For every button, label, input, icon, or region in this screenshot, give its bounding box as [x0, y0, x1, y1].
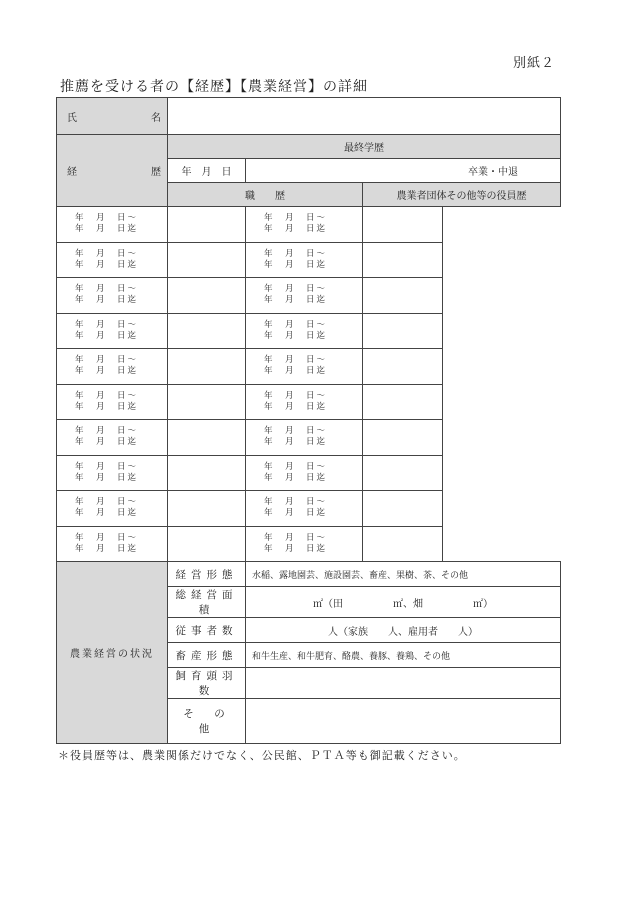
- period-to: 年 月 日迄: [75, 508, 139, 519]
- org-period[interactable]: [246, 384, 363, 420]
- history-row: [57, 278, 561, 314]
- job-period[interactable]: [57, 349, 168, 385]
- name-row: [57, 98, 561, 135]
- management-field-value[interactable]: [246, 699, 561, 744]
- job-period[interactable]: [57, 207, 168, 243]
- period-from: 年 月 日～: [264, 426, 328, 437]
- job-detail-cell[interactable]: [168, 278, 246, 314]
- period-to: 年 月 日迄: [75, 437, 139, 448]
- org-period[interactable]: [246, 242, 363, 278]
- job-period[interactable]: [57, 420, 168, 456]
- history-row: [57, 526, 561, 562]
- history-row: [57, 384, 561, 420]
- job-detail-cell[interactable]: [168, 491, 246, 527]
- job-detail-cell[interactable]: [168, 313, 246, 349]
- period-from: 年 月 日～: [264, 461, 328, 472]
- period-from: 年 月 日～: [75, 213, 139, 224]
- period-to: 年 月 日迄: [264, 508, 328, 519]
- period-from: 年 月 日～: [75, 497, 139, 508]
- period-to: 年 月 日迄: [264, 437, 328, 448]
- career-label-left: 経: [67, 167, 77, 178]
- org-period[interactable]: [246, 526, 363, 562]
- annex-label: 別紙２: [512, 56, 555, 71]
- org-detail-cell[interactable]: [363, 278, 443, 314]
- recommendation-detail-form: [56, 97, 561, 744]
- job-detail-cell[interactable]: [168, 526, 246, 562]
- period-from: 年 月 日～: [264, 532, 328, 543]
- job-period[interactable]: [57, 491, 168, 527]
- management-field-label: 畜産形態: [168, 643, 246, 668]
- org-period[interactable]: [246, 278, 363, 314]
- org-detail-cell[interactable]: [363, 313, 443, 349]
- management-field-label: 従事者数: [168, 618, 246, 643]
- period-from: 年 月 日～: [264, 390, 328, 401]
- education-header: 最終学歴: [168, 135, 561, 159]
- period-from: 年 月 日～: [264, 355, 328, 366]
- period-from: 年 月 日～: [75, 426, 139, 437]
- management-field-label: 経営形態: [168, 562, 246, 587]
- period-to: 年 月 日迄: [264, 366, 328, 377]
- job-detail-cell[interactable]: [168, 207, 246, 243]
- period-to: 年 月 日迄: [264, 224, 328, 235]
- period-to: 年 月 日迄: [75, 259, 139, 270]
- page-title: 推薦を受ける者の【経歴】【農業経営】の詳細: [60, 79, 368, 95]
- management-field-value[interactable]: 水稲、露地園芸、施設園芸、畜産、果樹、茶、その他: [246, 562, 561, 587]
- org-detail-cell[interactable]: [363, 384, 443, 420]
- period-to: 年 月 日迄: [75, 366, 139, 377]
- management-field-value[interactable]: [246, 668, 561, 699]
- name-input-cell[interactable]: [168, 98, 561, 135]
- history-row: [57, 242, 561, 278]
- period-from: 年 月 日～: [75, 284, 139, 295]
- history-row: [57, 207, 561, 243]
- job-history-header: 職 歴: [168, 183, 363, 207]
- job-detail-cell[interactable]: [168, 242, 246, 278]
- org-history-header: 農業者団体その他等の役員歴: [363, 183, 561, 207]
- period-to: 年 月 日迄: [75, 295, 139, 306]
- org-detail-cell[interactable]: [363, 455, 443, 491]
- education-status[interactable]: 卒業・中退: [246, 159, 561, 183]
- period-to: 年 月 日迄: [75, 224, 139, 235]
- period-from: 年 月 日～: [75, 532, 139, 543]
- management-field-value[interactable]: 和牛生産、和牛肥育、酪農、養豚、養鶏、その他: [246, 643, 561, 668]
- org-period[interactable]: [246, 420, 363, 456]
- org-detail-cell[interactable]: [363, 526, 443, 562]
- education-date[interactable]: 年 月 日: [168, 159, 246, 183]
- period-from: 年 月 日～: [264, 319, 328, 330]
- management-field-label: そ の 他: [168, 699, 246, 744]
- period-from: 年 月 日～: [264, 284, 328, 295]
- period-from: 年 月 日～: [75, 248, 139, 259]
- period-from: 年 月 日～: [264, 497, 328, 508]
- management-section-label: 農業経営の状況: [57, 562, 168, 744]
- period-from: 年 月 日～: [75, 390, 139, 401]
- period-to: 年 月 日迄: [75, 401, 139, 412]
- period-to: 年 月 日迄: [75, 472, 139, 483]
- footnote: ＊役員歴等は、農業関係だけでなく、公民館、ＰＴＡ等も御記載ください。: [58, 749, 466, 762]
- org-detail-cell[interactable]: [363, 349, 443, 385]
- org-detail-cell[interactable]: [363, 420, 443, 456]
- job-period[interactable]: [57, 313, 168, 349]
- period-to: 年 月 日迄: [264, 295, 328, 306]
- job-detail-cell[interactable]: [168, 349, 246, 385]
- name-label-cell: [57, 98, 168, 135]
- job-period[interactable]: [57, 278, 168, 314]
- period-from: 年 月 日～: [264, 248, 328, 259]
- history-row: [57, 313, 561, 349]
- career-label-cell: [57, 135, 168, 207]
- job-period[interactable]: [57, 526, 168, 562]
- org-period[interactable]: [246, 313, 363, 349]
- education-header-row: [57, 135, 561, 159]
- period-from: 年 月 日～: [264, 213, 328, 224]
- job-period[interactable]: [57, 455, 168, 491]
- job-detail-cell[interactable]: [168, 384, 246, 420]
- org-detail-cell[interactable]: [363, 242, 443, 278]
- period-from: 年 月 日～: [75, 319, 139, 330]
- job-period[interactable]: [57, 242, 168, 278]
- management-field-label: 飼育頭羽数: [168, 668, 246, 699]
- org-period[interactable]: [246, 207, 363, 243]
- management-row: [57, 562, 561, 587]
- period-from: 年 月 日～: [75, 461, 139, 472]
- name-label-left: 氏: [67, 112, 77, 124]
- period-to: 年 月 日迄: [264, 401, 328, 412]
- org-period[interactable]: [246, 349, 363, 385]
- management-field-label: 総経営面積: [168, 587, 246, 618]
- history-row: [57, 455, 561, 491]
- management-field-value[interactable]: ㎡（田 ㎡、畑 ㎡）: [246, 587, 561, 618]
- history-rows: [57, 207, 561, 562]
- job-period[interactable]: [57, 384, 168, 420]
- history-row: [57, 420, 561, 456]
- management-rows: [57, 562, 561, 744]
- period-to: 年 月 日迄: [75, 330, 139, 341]
- period-to: 年 月 日迄: [264, 543, 328, 554]
- history-row: [57, 491, 561, 527]
- job-detail-cell[interactable]: [168, 455, 246, 491]
- org-period[interactable]: [246, 491, 363, 527]
- period-to: 年 月 日迄: [75, 543, 139, 554]
- management-field-value[interactable]: 人（家族 人、雇用者 人）: [246, 618, 561, 643]
- career-label-right: 歴: [151, 167, 161, 178]
- period-from: 年 月 日～: [75, 355, 139, 366]
- period-to: 年 月 日迄: [264, 259, 328, 270]
- name-label-right: 名: [151, 112, 161, 124]
- history-row: [57, 349, 561, 385]
- job-detail-cell[interactable]: [168, 420, 246, 456]
- org-period[interactable]: [246, 455, 363, 491]
- period-to: 年 月 日迄: [264, 472, 328, 483]
- org-detail-cell[interactable]: [363, 207, 443, 243]
- org-detail-cell[interactable]: [363, 491, 443, 527]
- period-to: 年 月 日迄: [264, 330, 328, 341]
